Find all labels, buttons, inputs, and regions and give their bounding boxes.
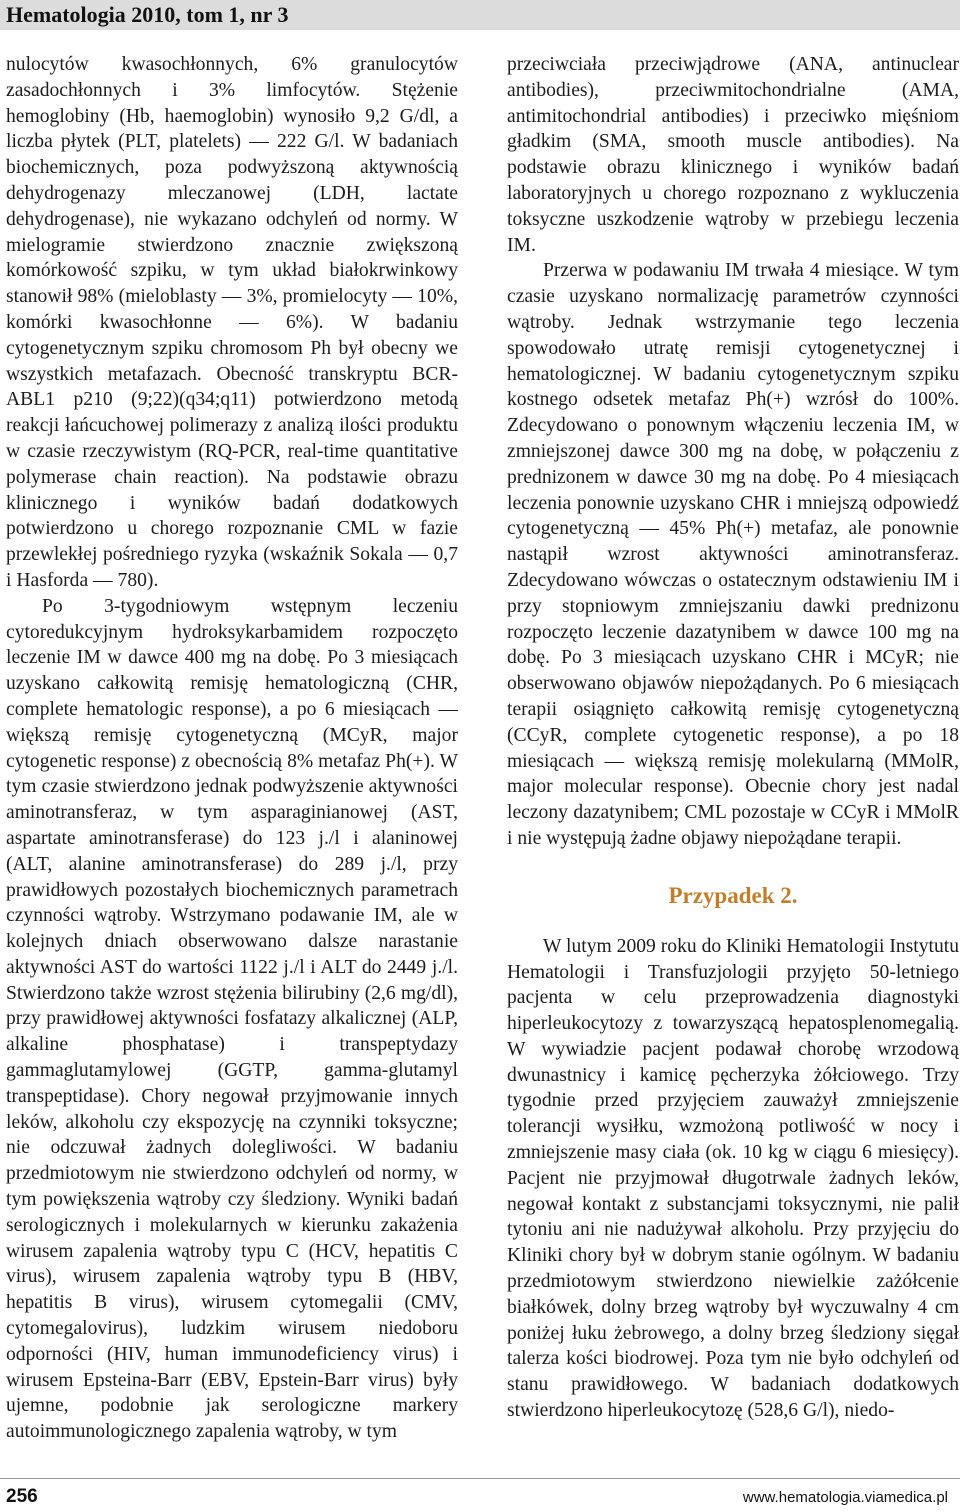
left-column	[6, 52, 458, 1445]
journal-title: Hematologia 2010, tom 1, nr 3	[6, 2, 289, 27]
page-number: 256	[6, 1486, 38, 1507]
body-paragraph: W lutym 2009 roku do Kliniki Hematologii Instytutu Hematologii i Transfuzjologii przyjęto 50-letniego pacjenta w celu przeprowadzenia diagnostyki hiperleukocytozy z towarzyszącą hepatosplenomegalią. W wywiadzie pacjent podawał chorobę wrzodową dwunastnicy i kamicę pęcherzyka żółciowego. Trzy tygodnie przed przyjęciem zauważył zmniejszenie tolerancji wysiłku, wzmożoną potliwość w nocy i zmniejszenie masy ciała (ok. 10 kg w ciągu 6 miesięcy). Pacjent nie przyjmował długotrwale żadnych leków, negował kontakt z substancjami toksycznymi, nie palił tytoniu ani nie nadużywał alkoholu. Przy przyjęciu do Kliniki chory był w dobrym stanie ogólnym. W badaniu przedmiotowym stwierdzono niewielkie zażółcenie białkówek, dolny brzeg wątroby był wyczuwalny 4 cm poniżej łuku żebrowego, a dolny brzeg śledziony sięgał talerza kości biodrowej. Poza tym nie było odchyleń od stanu prawidłowego. W badaniach dodatkowych stwierdzono hiperleukocytozę (528,6 G/l), niedo-	[507, 935, 959, 1422]
body-paragraph: przeciwciała przeciwjądrowe (ANA, antinuclear antibodies), przeciwmitochondrialne (AMA, antimitochondrial antibodies) i przeciwko mięśniom gładkim (SMA, smooth muscle antibodies). Na podstawie obrazu klinicznego i wyników badań laboratoryjnych u chorego rozpoznano z wykluczenia toksyczne uszkodzenie wątroby w przebiegu leczenia IM.	[507, 54, 959, 256]
right-column	[507, 52, 959, 1424]
footer-divider	[0, 1478, 960, 1479]
body-paragraph: nulocytów kwasochłonnych, 6% granulocytów zasadochłonnych i 3% limfocytów. Stężenie hemoglobiny (Hb, haemoglobin) wynosiło 9,2 G/dl, a liczba płytek (PLT, platelets) — 222 G/l. W badaniach biochemicznych, poza podwyższoną aktywnością dehydrogenazy mleczanowej (LDH, lactate dehydrogenase), nie wykazano odchyleń od normy. W mielogramie stwierdzono znacznie zwiększoną komórkowość szpiku, w tym układ białokrwinkowy stanowił 98% (mieloblasty — 3%, promielocyty — 10%, komórki kwasochłonne — 6%). W badaniu cytogenetycznym szpiku chromosom Ph był obecny we wszystkich metafazach. Obecność transkryptu BCR-ABL1 p210 (9;22)(q34;q11) potwierdzono metodą reakcji łańcuchowej polimerazy z analizą ilości produktu w czasie rzeczywistym (RQ-PCR, real-time quantitative polymerase chain reaction). Na podstawie obrazu klinicznego i wyników badań dodatkowych potwierdzono u chorego rozpoznanie CML w fazie przewlekłej pośredniego ryzyka (wskaźnik Sokala — 0,7 i Hasforda — 780).	[6, 54, 458, 591]
body-paragraph: Przerwa w podawaniu IM trwała 4 miesiące. W tym czasie uzyskano normalizację parametrów czynności wątroby. Jednak wstrzymanie tego leczenia spowodowało utratę remisji cytogenetycznej i hematologicznej. W badaniu cytogenetycznym szpiku kostnego odsetek metafaz Ph(+) wzrósł do 100%. Zdecydowano o ponownym włączeniu leczenia IM, w zmniejszonej dawce 300 mg na dobę, w połączeniu z prednizonem w dawce 30 mg na dobę. Po 4 miesiącach leczenia ponownie uzyskano CHR i mniejszą odpowiedź cytogenetyczną — 45% Ph(+) metafaz, ale ponownie nastąpił wzrost aktywności aminotransferaz. Zdecydowano wówczas o ostatecznym odstawieniu IM i przy stopniowym zmniejszaniu dawki prednizonu rozpoczęto leczenie dazatynibem w dawce 100 mg na dobę. Po 3 miesiącach uzyskano CHR i MCyR; nie obserwowano objawów niepożądanych. Po 6 miesiącach terapii osiągnięto całkowitą remisję cytogenetyczną (CCyR, complete cytogenetic response), a po 18 miesiącach — większą remisję molekularną (MMolR, major molecular response). Obecnie chory jest nadal leczony dazatynibem; CML pozostaje w CCyR i MMolR i nie występują żadne objawy niepożądane terapii.	[507, 260, 959, 849]
journal-header-bar	[0, 0, 960, 30]
journal-url: www.hematologia.viamedica.pl	[742, 1489, 948, 1506]
body-paragraph: Po 3-tygodniowym wstępnym leczeniu cytoredukcyjnym hydroksykarbamidem rozpoczęto leczenie IM w dawce 400 mg na dobę. Po 3 miesiącach uzyskano całkowitą remisję hematologiczną (CHR, complete hematologic response), a po 6 miesiącach — większą remisję cytogenetyczną (MCyR, major cytogenetic response) z obecnością 8% metafaz Ph(+). W tym czasie stwierdzono jednak podwyższenie aktywności aminotransferaz, w tym asparaginianowej (AST, aspartate aminotransferase) do 123 j./l i alaninowej (ALT, alanine aminotransferase) do 289 j./l, przy prawidłowych pozostałych biochemicznych parametrach czynności wątroby. Wstrzymano podawanie IM, ale w kolejnych dniach obserwowano dalsze narastanie aktywności AST do wartości 1122 j./l i ALT do 2449 j./l. Stwierdzono także wzrost stężenia bilirubiny (2,6 mg/dl), przy prawidłowej aktywności fosfatazy alkalicznej (ALP, alkaline phosphatase) i transpeptydazy gammaglutamylowej (GGTP, gamma-glutamyl transpeptidase). Chory negował przyjmowanie innych leków, alkoholu czy ekspozycję na czynniki toksyczne; nie odczuwał żadnych dolegliwości. W badaniu przedmiotowym nie stwierdzono odchyleń od normy, w tym powiększenia wątroby czy śledziony. Wyniki badań serologicznych i molekularnych w kierunku zakażenia wirusem zapalenia wątroby typu C (HCV, hepatitis C virus), wirusem zapalenia wątroby typu B (HBV, hepatitis B virus), wirusem cytomegalii (CMV, cytomegalovirus), ludzkim wirusem niedoboru odporności (HIV, human immunodeficiency virus) i wirusem Epsteina-Barr (EBV, Epstein-Barr virus) były ujemne, podobnie jak serologiczne markery autoimmunologicznego zapalenia wątroby, w tym	[6, 595, 458, 1443]
section-heading: Przypadek 2.	[668, 882, 798, 908]
